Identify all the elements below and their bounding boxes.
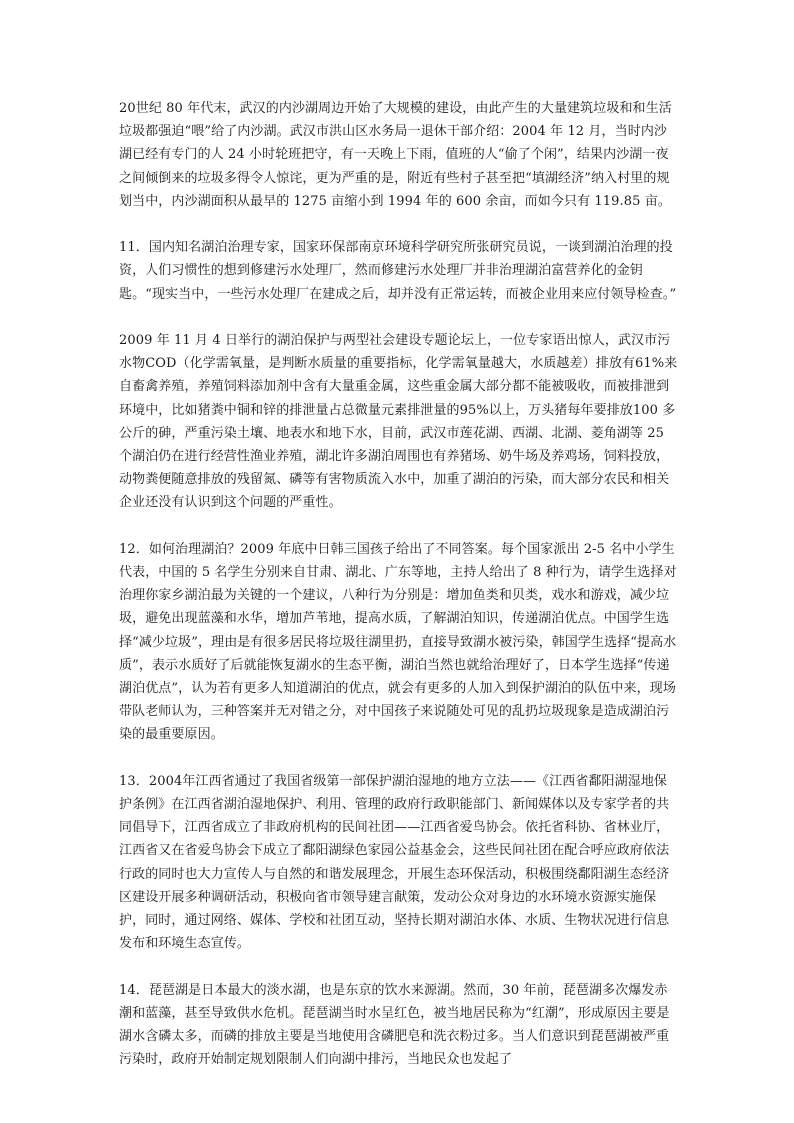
paragraph-12-children-answers: 12．如何治理湖泊？2009 年底中日韩三国孩子给出了不同答案。每个国家派出 2-5 名中小学生代表，中国的 5 名学生分别来自甘肃、湖北、广东等地，主持人给出了 8 种行为，请学生选择对治理你家乡湖泊最为关键的一个建议，八种行为分别是：增加鱼类和贝类，戏水和游戏，减少垃圾，避免出现蓝藻和水华，增加芦苇地，提高水质，了解湖泊知识，传递湖泊优点。中国学生选择“减少垃圾”，理由是有很多居民将垃圾往湖里扔，直接导致湖水被污染，韩国学生选择“提高水质”，表示水质好了后就能恢复湖水的生态平衡，湖泊当然也就给治理好了，日本学生选择“传递湖泊优点”，认为若有更多人知道湖泊的优点，就会有更多的人加入到保护湖泊的队伍中来，现场带队老师认为，三种答案并无对错之分，对中国孩子来说随处可见的乱扔垃圾现象是造成湖泊污染的最重要原因。: [119, 541, 677, 743]
paragraph-neishahu-history: 20世纪 80 年代末，武汉的内沙湖周边开始了大规模的建设，由此产生的大量建筑垃圾和和生活垃圾都强迫“喂”给了内沙湖。武汉市洪山区水务局一退休干部介绍：2004 年 12 月，当时内沙湖已经有专门的人 24 小时轮班把守，有一天晚上下雨，值班的人“偷了个闲”，结果内沙湖一夜之间倾倒来的垃圾多得令人惊诧，更为严重的是，附近有些村子甚至把“填湖经济”纳入村里的规划当中，内沙湖面积从最早的 1275 亩缩小到 1994 年的 600 余亩，而如今只有 119.85 亩。: [119, 101, 672, 209]
paragraph-14-lake-biwa: 14．琵琶湖是日本最大的淡水湖，也是东京的饮水来源湖。然而，30 年前，琵琶湖多次爆发赤潮和蓝藻，甚至导致供水危机。琵琶湖当时水呈红色，被当地居民称为“红潮”，形成原因主要是湖水含磷太多，而磷的排放主要是当地使用含磷肥皂和洗衣粉过多。当人们意识到琵琶湖被严重污染时，政府开始制定规划限制人们向湖中排污，当地民众也发起了: [119, 982, 670, 1068]
paragraph-11-sewage-plants: 11．国内知名湖泊治理专家，国家环保部南京环境科学研究所张研究员说，一谈到湖泊治理的投资，人们习惯性的想到修建污水处理厂，然而修建污水处理厂并非治理湖泊富营养化的金钥匙。“现实当中，一些污水处理厂在建成之后，却并没有正常运转，而被企业用来应付领导检查。”: [119, 240, 677, 302]
paragraph-livestock-pollution: 2009 年 11 月 4 日举行的湖泊保护与两型社会建设专题论坛上，一位专家语出惊人，武汉市污水物COD（化学需氧量，是判断水质量的重要指标，化学需氧量越大，水质越差）排放有61%来自畜禽养殖，养殖饲料添加剂中含有大量重金属，这些重金属大部分都不能被吸收，而被排泄到环境中，比如猪粪中铜和锌的排泄量占总微量元素排泄量的95%以上，万头猪每年要排放100 多公斤的砷，严重污染土壤、地表水和地下水，目前，武汉市莲花湖、西湖、北湖、菱角湖等 25 个湖泊仍在进行经营性渔业养殖，湖北许多湖泊周围也有养猪场、奶牛场及养鸡场，饲料投放，动物粪便随意排放的残留氮、磷等有害物质流入水中，加重了湖泊的污染，而大部分农民和相关企业还没有认识到这个问题的严重性。: [119, 333, 678, 511]
paragraph-13-jiangxi-legislation: 13．2004年江西省通过了我国省级第一部保护湖泊湿地的地方立法——《江西省鄱阳湖湿地保护条例》在江西省湖泊湿地保护、利用、管理的政府行政职能部门、新闻媒体以及专家学者的共同倡导下，江西省成立了非政府机构的民间社团——江西省爱鸟协会。依托省科协、省林业厅，江西省又在省爱鸟协会下成立了鄱阳湖绿色家园公益基金会，这些民间社团在配合呼应政府依法行政的同时也大力宣传人与自然的和谐发展理念，开展生态环保活动，积极围绕鄱阳湖生态经济区建设开展多种调研活动，积极向省市领导建言献策，发动公众对身边的水环境水资源实施保护，同时，通过网络、媒体、学校和社团互动，坚持长期对湖泊水体、水质、生物状况进行信息发布和环境生态宣传。: [119, 773, 670, 952]
document-body: [119, 97, 679, 1071]
